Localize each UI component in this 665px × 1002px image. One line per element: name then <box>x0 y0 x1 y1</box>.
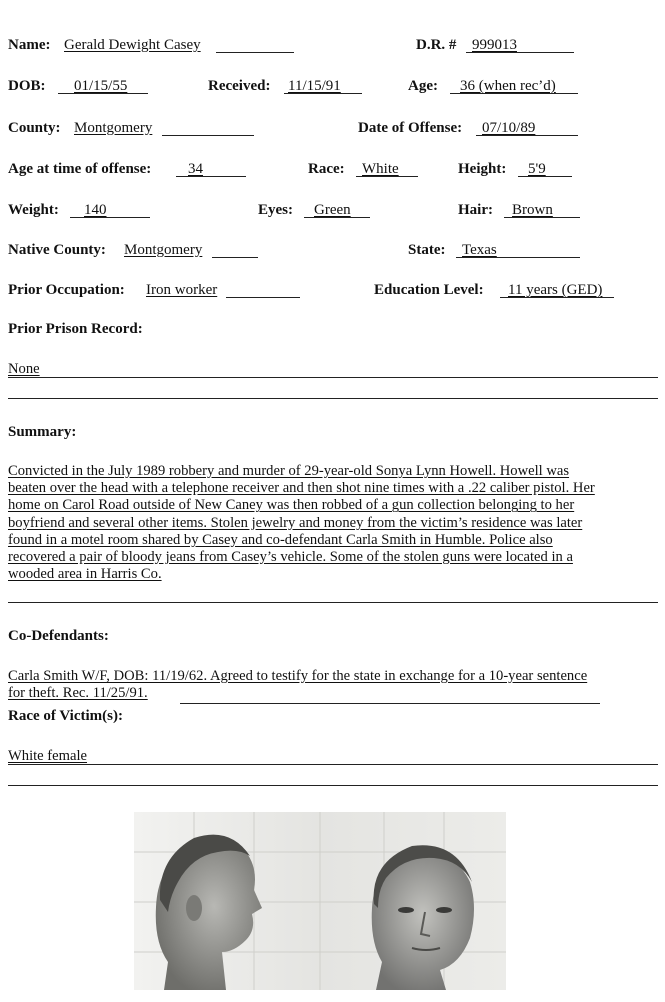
summary-heading: Summary: <box>8 424 77 440</box>
native-county-underline <box>212 257 258 258</box>
received-underline <box>284 93 362 94</box>
height-value: 5'9 <box>528 161 546 177</box>
prior-record-rule-2 <box>8 398 658 399</box>
native-county-label: Native County: <box>8 242 106 258</box>
dr-value: 999013 <box>472 37 517 53</box>
race-underline <box>356 176 418 177</box>
co-defendants-line: Carla Smith W/F, DOB: 11/19/62. Agreed to testify for the state in exchange for a 10-year sentence <box>8 668 588 684</box>
received-value: 11/15/91 <box>288 78 341 94</box>
co-defendants-heading: Co-Defendants: <box>8 628 109 644</box>
co-defendants-text <box>8 668 658 702</box>
prior-record-value <box>8 361 658 378</box>
dob-value: 01/15/55 <box>74 78 128 94</box>
weight-label: Weight: <box>8 202 59 218</box>
hair-label: Hair: <box>458 202 493 218</box>
county-underline <box>162 135 254 136</box>
victim-race-text: White female <box>8 748 88 764</box>
summary-line: beaten over the head with a telephone receiver and then shot nine times with a .22 caliber pistol. Her <box>8 480 595 497</box>
summary-line: recovered a pair of bloody jeans from Casey’s vehicle. Some of the stolen guns were located in a <box>8 549 573 566</box>
native-county-value: Montgomery <box>124 242 203 258</box>
prior-record-rule-1 <box>8 377 658 378</box>
prior-occupation-underline <box>226 297 300 298</box>
summary-line: home on Carol Road outside of New Caney was then robbed of a gun collection belonging to her <box>8 497 575 514</box>
date-of-offense-label: Date of Offense: <box>358 120 463 136</box>
prior-occupation-value: Iron worker <box>146 282 218 298</box>
weight-value: 140 <box>84 202 107 218</box>
education-level-value: 11 years (GED) <box>508 282 603 298</box>
education-level-underline <box>500 297 614 298</box>
summary-line: found in a motel room shared by Casey and co-defendant Carla Smith in Humble. Police also <box>8 531 553 548</box>
name-underline <box>216 52 294 53</box>
state-label: State: <box>408 242 446 258</box>
victim-race-rule-1 <box>8 764 658 765</box>
eyes-label: Eyes: <box>258 202 293 218</box>
height-underline <box>518 176 572 177</box>
summary-rule <box>8 602 658 603</box>
hair-value: Brown <box>512 202 553 218</box>
race-value: White <box>362 161 399 177</box>
co-defendants-line: for theft. Rec. 11/25/91. <box>8 685 148 702</box>
summary-line: wooded area in Harris Co. <box>8 566 162 583</box>
county-value: Montgomery <box>74 120 153 136</box>
victim-race-value <box>8 748 658 765</box>
race-label: Race: <box>308 161 345 177</box>
age-at-offense-label: Age at time of offense: <box>8 161 152 177</box>
weight-underline <box>70 217 150 218</box>
state-underline <box>456 257 580 258</box>
age-underline <box>450 93 578 94</box>
hair-underline <box>504 217 580 218</box>
summary-line: boyfriend and several other items. Stolen jewelry and money from the victim’s residence was later <box>8 514 583 531</box>
mugshot-illustration <box>134 812 506 990</box>
age-at-offense-value: 34 <box>188 161 203 177</box>
date-of-offense-value: 07/10/89 <box>482 120 536 136</box>
county-label: County: <box>8 120 61 136</box>
dr-underline <box>466 52 574 53</box>
co-defendants-underline <box>180 703 600 704</box>
mugshot-photo <box>134 812 506 990</box>
education-level-label: Education Level: <box>374 282 484 298</box>
summary-line: Convicted in the July 1989 robbery and murder of 29-year-old Sonya Lynn Howell. Howell was <box>8 463 570 479</box>
dob-underline <box>58 93 148 94</box>
height-label: Height: <box>458 161 507 177</box>
date-of-offense-underline <box>476 135 578 136</box>
received-label: Received: <box>208 78 271 94</box>
eyes-underline <box>304 217 370 218</box>
prior-record-text: None <box>8 361 40 377</box>
dr-label: D.R. # <box>416 37 457 53</box>
summary-text <box>8 463 658 583</box>
prior-occupation-label: Prior Occupation: <box>8 282 125 298</box>
age-at-offense-underline <box>176 176 246 177</box>
name-value: Gerald Dewight Casey <box>64 37 201 53</box>
state-value: Texas <box>462 242 497 258</box>
age-label: Age: <box>408 78 438 94</box>
eyes-value: Green <box>314 202 351 218</box>
dob-label: DOB: <box>8 78 46 94</box>
name-label: Name: <box>8 37 51 53</box>
victim-race-heading: Race of Victim(s): <box>8 708 123 724</box>
age-value: 36 (when rec’d) <box>460 78 556 94</box>
prior-record-heading: Prior Prison Record: <box>8 321 143 337</box>
victim-race-rule-2 <box>8 785 658 786</box>
